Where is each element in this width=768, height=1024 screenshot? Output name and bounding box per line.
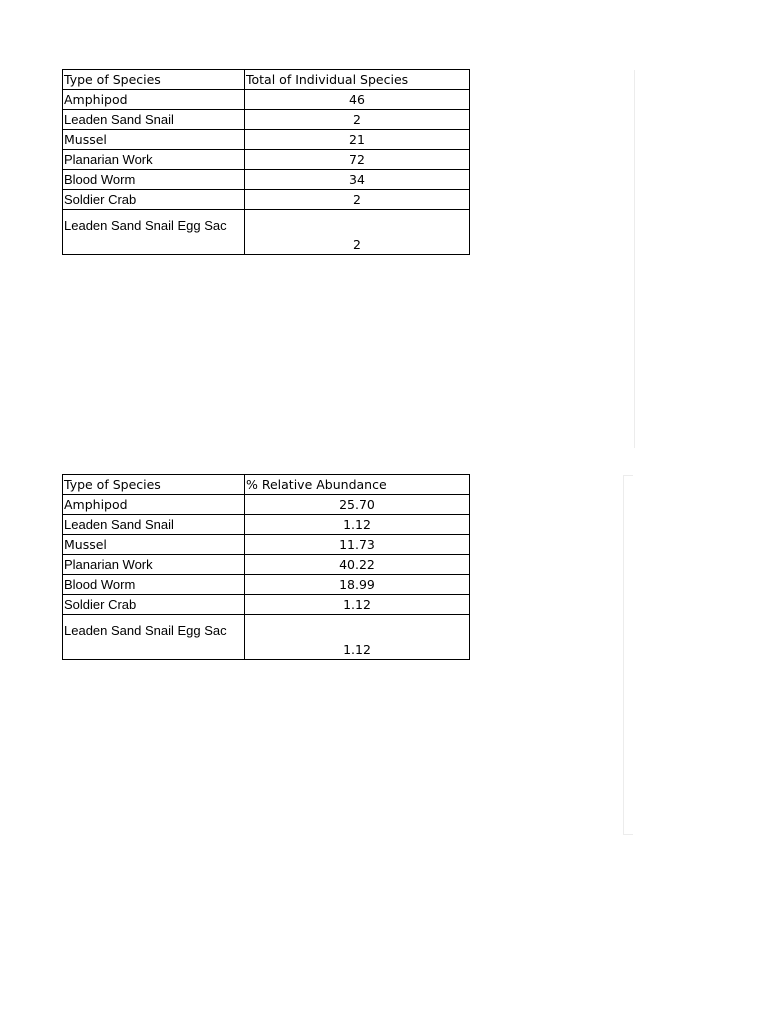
table-row: [63, 615, 470, 660]
abundance-cell[interactable]: 25.70: [245, 495, 470, 515]
table-header-row: [63, 70, 470, 90]
table-row: [63, 515, 470, 535]
count-cell[interactable]: 2: [245, 190, 470, 210]
species-cell[interactable]: Amphipod: [63, 495, 245, 515]
abundance-cell[interactable]: 11.73: [245, 535, 470, 555]
species-cell[interactable]: Leaden Sand Snail: [63, 515, 245, 535]
table-row: [63, 130, 470, 150]
table-row: [63, 595, 470, 615]
count-cell[interactable]: 34: [245, 170, 470, 190]
species-cell[interactable]: Blood Worm: [63, 170, 245, 190]
species-cell[interactable]: Planarian Work: [63, 555, 245, 575]
table-row: [63, 210, 470, 255]
table-header-row: [63, 475, 470, 495]
page-edge-line: [634, 70, 635, 448]
abundance-cell[interactable]: 1.12: [245, 595, 470, 615]
species-cell[interactable]: Mussel: [63, 130, 245, 150]
count-cell[interactable]: 72: [245, 150, 470, 170]
abundance-cell[interactable]: 18.99: [245, 575, 470, 595]
species-cell[interactable]: Leaden Sand Snail Egg Sac: [63, 210, 245, 255]
table-row: [63, 555, 470, 575]
count-cell[interactable]: 21: [245, 130, 470, 150]
species-cell[interactable]: Soldier Crab: [63, 595, 245, 615]
table-row: [63, 90, 470, 110]
species-cell[interactable]: Leaden Sand Snail Egg Sac: [63, 615, 245, 660]
relative-abundance-table: [62, 474, 470, 660]
species-cell[interactable]: Soldier Crab: [63, 190, 245, 210]
abundance-cell[interactable]: 40.22: [245, 555, 470, 575]
species-cell[interactable]: Mussel: [63, 535, 245, 555]
species-cell[interactable]: Leaden Sand Snail: [63, 110, 245, 130]
header-cell[interactable]: % Relative Abundance: [245, 475, 470, 495]
page-edge-line: [623, 475, 633, 476]
species-cell[interactable]: Amphipod: [63, 90, 245, 110]
count-cell[interactable]: 2: [245, 210, 470, 255]
table-row: [63, 170, 470, 190]
abundance-cell[interactable]: 1.12: [245, 515, 470, 535]
table-row: [63, 150, 470, 170]
species-cell[interactable]: Blood Worm: [63, 575, 245, 595]
table-row: [63, 110, 470, 130]
species-count-table: [62, 69, 470, 255]
table-row: [63, 190, 470, 210]
count-cell[interactable]: 2: [245, 110, 470, 130]
table-row: [63, 495, 470, 515]
header-cell[interactable]: Total of Individual Species: [245, 70, 470, 90]
header-cell[interactable]: Type of Species: [63, 70, 245, 90]
page-edge-line: [623, 475, 624, 835]
count-cell[interactable]: 46: [245, 90, 470, 110]
header-cell[interactable]: Type of Species: [63, 475, 245, 495]
abundance-cell[interactable]: 1.12: [245, 615, 470, 660]
page-edge-line: [623, 834, 633, 835]
table-row: [63, 535, 470, 555]
species-cell[interactable]: Planarian Work: [63, 150, 245, 170]
table-row: [63, 575, 470, 595]
